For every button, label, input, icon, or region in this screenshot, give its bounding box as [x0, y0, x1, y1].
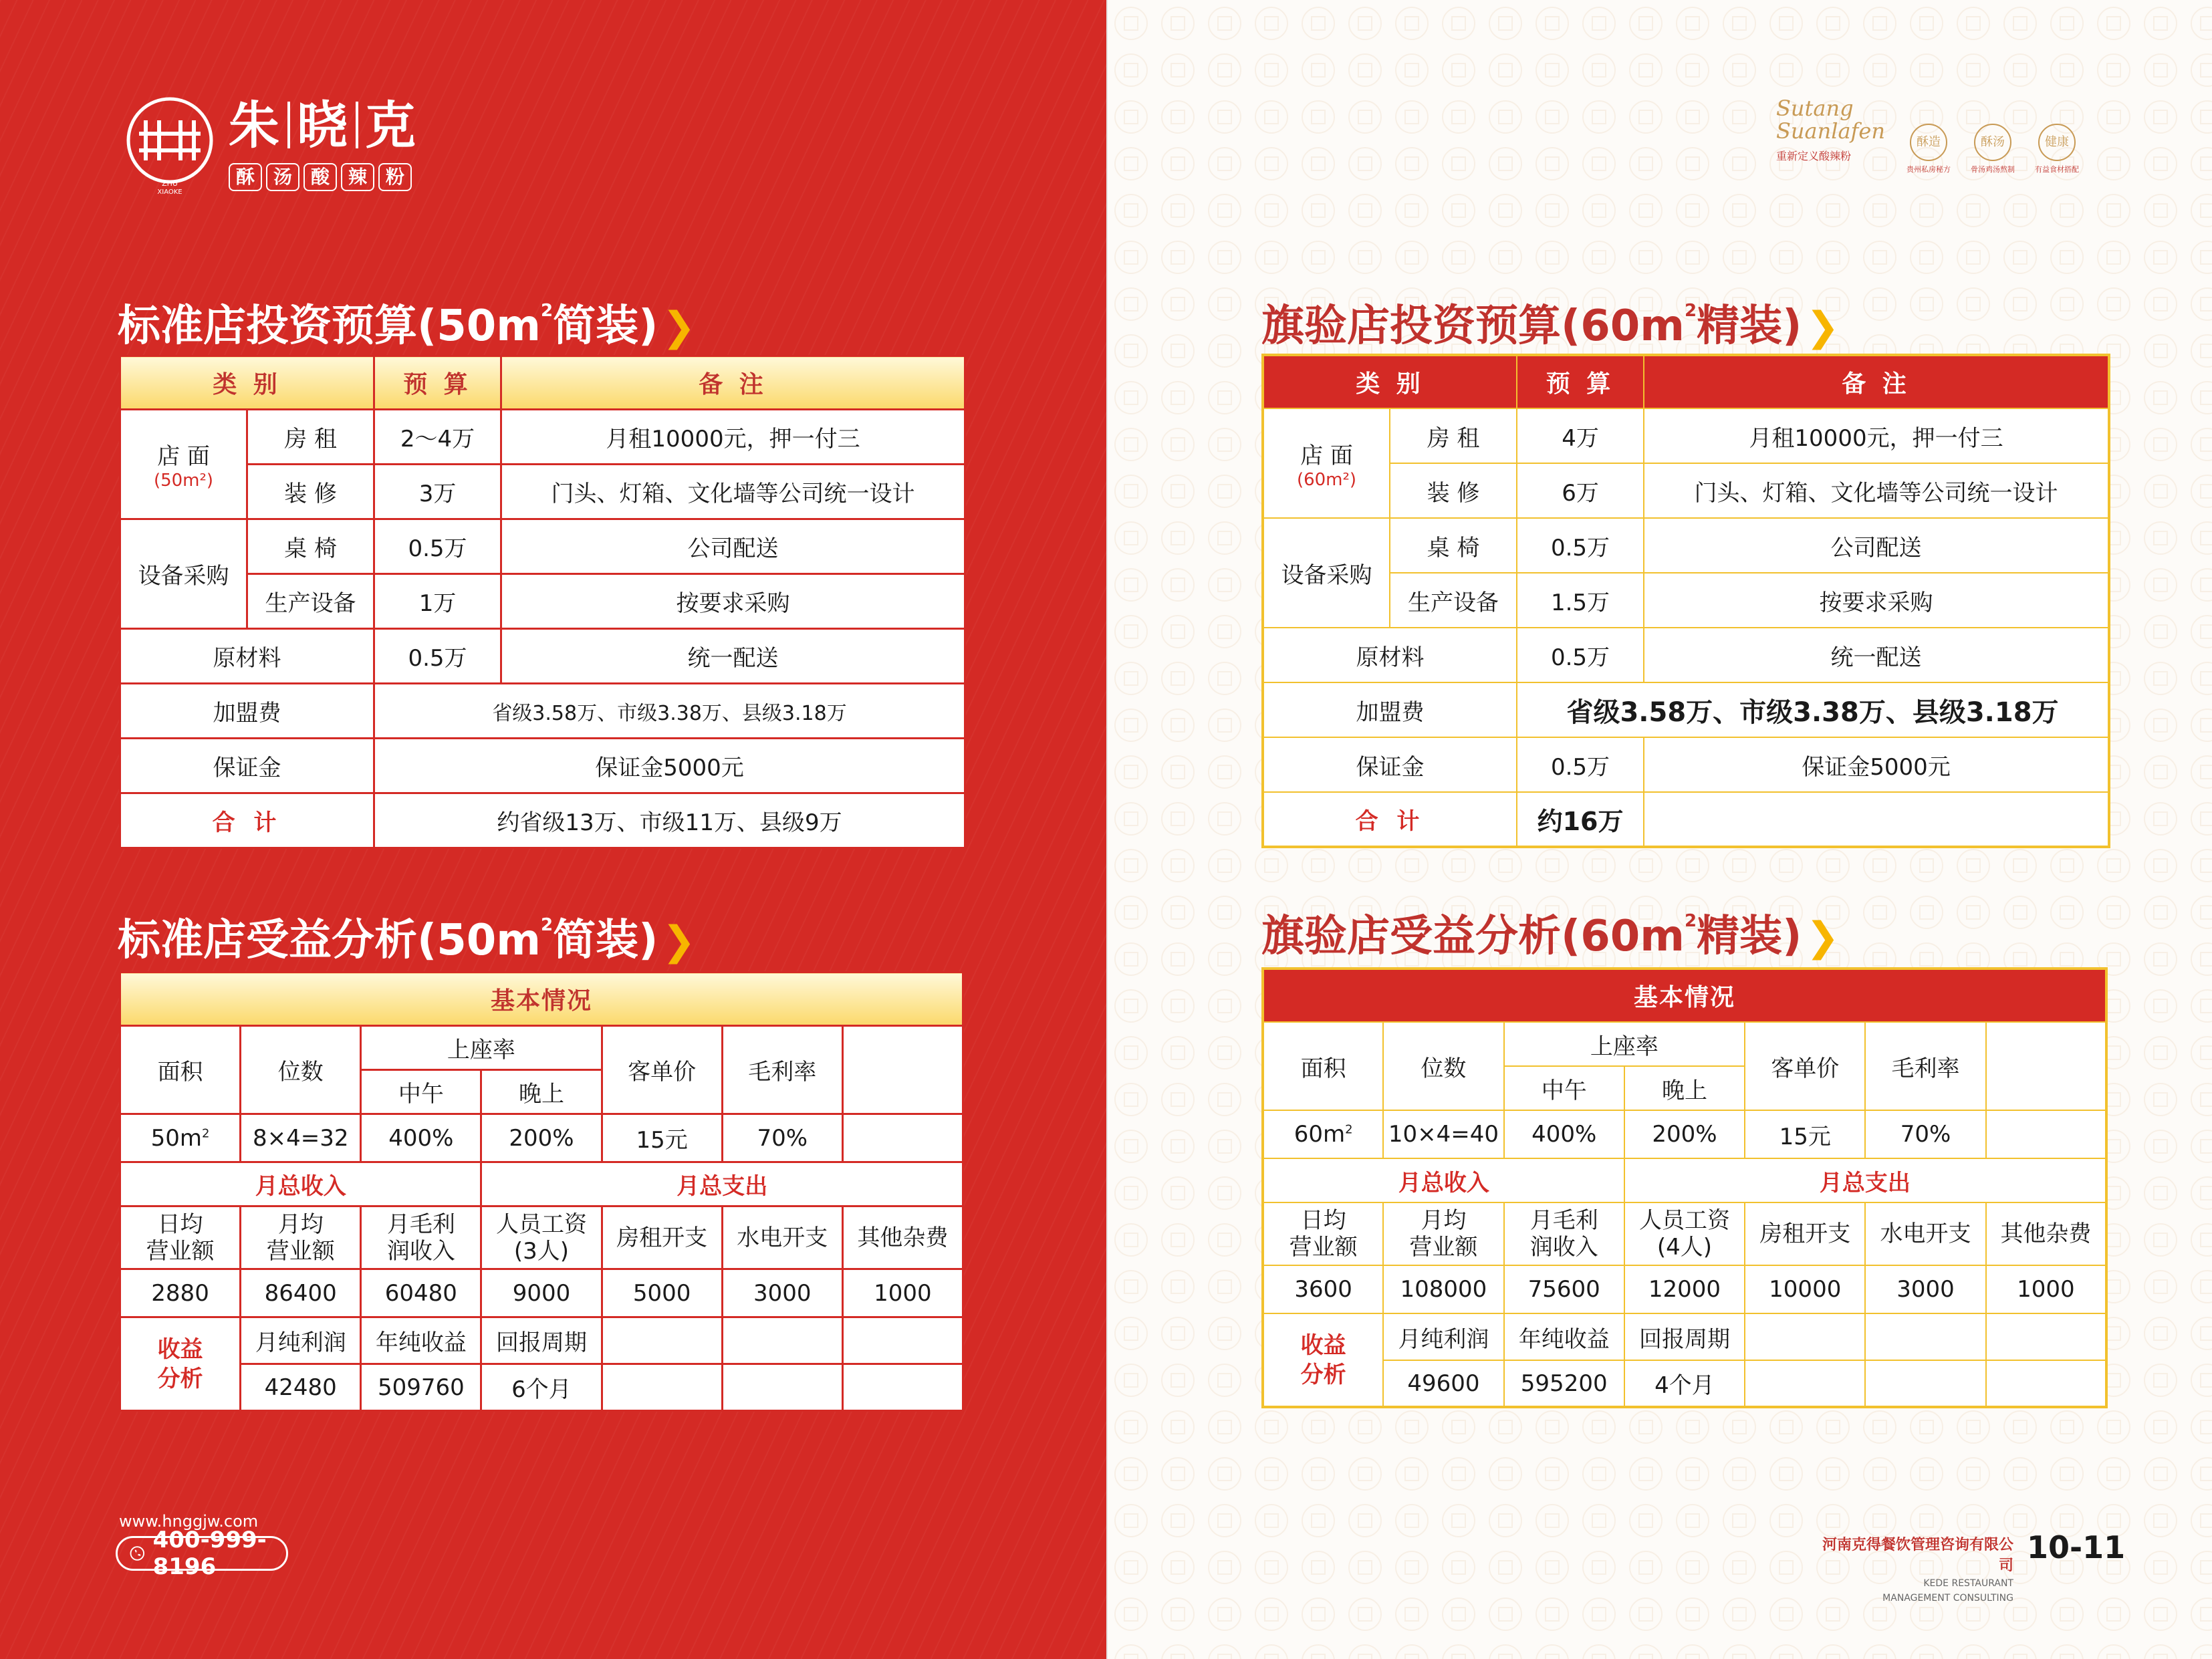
rent-amount: 4万 — [1517, 408, 1644, 463]
deposit-item: 保证金 — [120, 739, 374, 793]
company-name-en-1: KEDE RESTAURANT — [1923, 1578, 2013, 1589]
seats-header: 位数 — [241, 1026, 361, 1114]
empty-cell — [842, 1364, 963, 1411]
header-budget: 预 算 — [1517, 355, 1644, 408]
standard-profit-table — [119, 971, 964, 1412]
brand-sub-char: 酥 — [229, 163, 262, 191]
occupancy-header: 上座率 — [1504, 1022, 1745, 1066]
franchise-value: 省级3.58万、市级3.38万、县级3.18万 — [1517, 682, 2109, 737]
ticket-header: 客单价 — [1745, 1022, 1865, 1110]
empty-cell — [1986, 1360, 2106, 1407]
seal-caption: 有益食材搭配 — [2035, 165, 2079, 174]
material-note: 统一配送 — [1644, 628, 2109, 682]
deposit-value: 保证金5000元 — [374, 739, 965, 793]
staff-value: 9000 — [481, 1269, 602, 1317]
brand-name — [229, 94, 417, 158]
total-value: 约省级13万、市级11万、县级9万 — [374, 793, 965, 848]
material-amount: 0.5万 — [1517, 628, 1644, 682]
area-value: $60m^2$ — [1263, 1110, 1383, 1158]
misc-value: 1000 — [842, 1269, 963, 1317]
rent-note: 月租10000元，押一付三 — [1644, 408, 2109, 463]
chairs-amount: 0.5万 — [374, 519, 501, 574]
header-notes: 备 注 — [501, 356, 965, 410]
total-item: 合 计 — [120, 793, 374, 848]
empty-cell — [842, 1317, 963, 1364]
right-logo — [1776, 97, 2124, 177]
area-header: 面积 — [1263, 1022, 1383, 1110]
rent-note: 月租10000元，押一付三 — [501, 410, 965, 465]
rent-header: 房租开支 — [602, 1206, 722, 1269]
standard-budget-title: 标准店投资预算($50m^2$简装) ❯ — [118, 301, 696, 351]
chairs-item: 桌 椅 — [1390, 518, 1517, 573]
brand-subtitle — [229, 163, 417, 191]
decor-amount: 6万 — [1517, 463, 1644, 518]
night-value: 200% — [1624, 1110, 1745, 1158]
seal-caption: 骨汤鸡汤熬制 — [1971, 165, 2015, 174]
empty-cell — [842, 1114, 963, 1162]
production-item: 生产设备 — [247, 574, 374, 629]
margin-header: 毛利率 — [722, 1026, 842, 1114]
empty-cell — [722, 1364, 842, 1411]
seal — [1971, 124, 2015, 174]
noon-header: 中午 — [361, 1070, 481, 1114]
store-cell: 店 面 (50m²) — [120, 410, 247, 519]
ticket-value: 15元 — [1745, 1110, 1865, 1158]
rent-value: 10000 — [1745, 1265, 1865, 1313]
seal-icon: 健康 — [2038, 124, 2076, 161]
header-category: 类 别 — [1263, 355, 1517, 408]
gross-value: 60480 — [361, 1269, 481, 1317]
brand-char: 朱 — [229, 96, 281, 155]
misc-value: 1000 — [1986, 1265, 2106, 1313]
staff-value: 12000 — [1624, 1265, 1745, 1313]
rent-value: 5000 — [602, 1269, 722, 1317]
flagship-budget-table — [1261, 354, 2110, 848]
payback-header: 回报周期 — [481, 1317, 602, 1364]
daily-value: 3600 — [1263, 1265, 1383, 1313]
gross-header: 月毛利 润收入 — [1504, 1202, 1624, 1265]
empty-cell — [1644, 792, 2109, 847]
seal-icon: 酥造 — [1910, 124, 1947, 161]
expense-header: 月总支出 — [1624, 1158, 2106, 1202]
income-header: 月总收入 — [1263, 1158, 1624, 1202]
utility-value: 3000 — [1865, 1265, 1985, 1313]
phone-number: 400-999-8196 — [152, 1527, 267, 1580]
deposit-item: 保证金 — [1263, 737, 1517, 792]
area-value: $50m^2$ — [120, 1114, 241, 1162]
decor-note: 门头、灯箱、文化墙等公司统一设计 — [1644, 463, 2109, 518]
production-note: 按要求采购 — [501, 574, 965, 629]
brand-sub-char: 粉 — [378, 163, 412, 191]
area-header: 面积 — [120, 1026, 241, 1114]
misc-header: 其他杂费 — [1986, 1202, 2106, 1265]
utility-header: 水电开支 — [722, 1206, 842, 1269]
empty-cell — [1745, 1360, 1865, 1407]
material-item: 原材料 — [1263, 628, 1517, 682]
phone-badge — [116, 1527, 288, 1580]
empty-cell — [722, 1317, 842, 1364]
net-value: 49600 — [1383, 1360, 1503, 1407]
chevron-right-icon: ❯ — [662, 303, 696, 350]
company-name-en-2: MANAGEMENT CONSULTING — [1882, 1593, 2013, 1604]
annual-header: 年纯收益 — [1504, 1313, 1624, 1360]
income-header: 月总收入 — [120, 1162, 481, 1206]
utility-value: 3000 — [722, 1269, 842, 1317]
empty-cell — [1986, 1313, 2106, 1360]
header-notes: 备 注 — [1644, 355, 2109, 408]
production-amount: 1万 — [374, 574, 501, 629]
brand-mark-icon — [119, 94, 221, 195]
flagship-budget-title: 旗验店投资预算($60m^2$精装) ❯ — [1261, 301, 1840, 351]
payback-value: 4个月 — [1624, 1360, 1745, 1407]
occupancy-header: 上座率 — [361, 1026, 602, 1070]
chairs-item: 桌 椅 — [247, 519, 374, 574]
total-value: 约16万 — [1517, 792, 1644, 847]
production-note: 按要求采购 — [1644, 573, 2109, 628]
net-value: 42480 — [241, 1364, 361, 1411]
decor-note: 门头、灯箱、文化墙等公司统一设计 — [501, 465, 965, 519]
phone-icon — [130, 1543, 145, 1563]
production-item: 生产设备 — [1390, 573, 1517, 628]
misc-header: 其他杂费 — [842, 1206, 963, 1269]
deposit-amount: 0.5万 — [1517, 737, 1644, 792]
header-category: 类 别 — [120, 356, 374, 410]
script-line-2: Suanlafen — [1776, 118, 1885, 144]
brand-mark-text-1: ZHU — [162, 179, 178, 188]
payback-header: 回报周期 — [1624, 1313, 1745, 1360]
rent-item: 房 租 — [247, 410, 374, 465]
rent-amount: 2～4万 — [374, 410, 501, 465]
equipment-cell: 设备采购 — [1263, 518, 1390, 628]
night-header: 晚上 — [1624, 1066, 1745, 1110]
company-name-cn: 河南克得餐饮管理咨询有限公司 — [1822, 1537, 2013, 1574]
decor-item: 装 修 — [1390, 463, 1517, 518]
total-item: 合 计 — [1263, 792, 1517, 847]
empty-cell — [602, 1364, 722, 1411]
daily-header: 日均 营业额 — [120, 1206, 241, 1269]
chairs-amount: 0.5万 — [1517, 518, 1644, 573]
empty-cell — [1865, 1313, 1985, 1360]
script-line-1: Sutang — [1776, 96, 1854, 121]
basic-info-header: 基本情况 — [120, 973, 963, 1026]
page-number: 10-11 — [2027, 1529, 2126, 1565]
brand-sub-char: 辣 — [341, 163, 374, 191]
chevron-right-icon: ❯ — [1806, 303, 1840, 350]
net-header: 月纯利润 — [241, 1317, 361, 1364]
staff-header: 人员工资 (4人) — [1624, 1202, 1745, 1265]
rent-item: 房 租 — [1390, 408, 1517, 463]
flagship-profit-table — [1261, 967, 2108, 1408]
standard-budget-table — [119, 355, 966, 849]
seal-icon: 酥汤 — [1974, 124, 2011, 161]
night-header: 晚上 — [481, 1070, 602, 1114]
chairs-note: 公司配送 — [501, 519, 965, 574]
margin-value: 70% — [1865, 1110, 1985, 1158]
empty-cell — [842, 1026, 963, 1114]
analysis-header: 收益 分析 — [1263, 1313, 1383, 1407]
deposit-note: 保证金5000元 — [1644, 737, 2109, 792]
basic-info-header: 基本情况 — [1263, 969, 2106, 1022]
franchise-value: 省级3.58万、市级3.38万、县级3.18万 — [374, 684, 965, 739]
daily-header: 日均 营业额 — [1263, 1202, 1383, 1265]
staff-header: 人员工资 (3人) — [481, 1206, 602, 1269]
margin-value: 70% — [722, 1114, 842, 1162]
right-page — [1106, 0, 2212, 1659]
tagline: 重新定义酸辣粉 — [1776, 150, 1852, 162]
chevron-right-icon: ❯ — [662, 918, 696, 965]
franchise-item: 加盟费 — [1263, 682, 1517, 737]
gross-value: 75600 — [1504, 1265, 1624, 1313]
seats-header: 位数 — [1383, 1022, 1503, 1110]
annual-value: 595200 — [1504, 1360, 1624, 1407]
empty-cell — [1745, 1313, 1865, 1360]
noon-value: 400% — [1504, 1110, 1624, 1158]
utility-header: 水电开支 — [1865, 1202, 1985, 1265]
annual-value: 509760 — [361, 1364, 481, 1411]
brand-char: 克 — [365, 96, 417, 155]
empty-cell — [1986, 1022, 2106, 1110]
material-note: 统一配送 — [501, 629, 965, 684]
brand-char: 晓 — [297, 96, 349, 155]
ticket-header: 客单价 — [602, 1026, 722, 1114]
seats-value: 8×4=32 — [241, 1114, 361, 1162]
empty-cell — [1986, 1110, 2106, 1158]
decor-item: 装 修 — [247, 465, 374, 519]
equipment-cell: 设备采购 — [120, 519, 247, 629]
gross-header: 月毛利 润收入 — [361, 1206, 481, 1269]
chairs-note: 公司配送 — [1644, 518, 2109, 573]
seats-value: 10×4=40 — [1383, 1110, 1503, 1158]
rent-header: 房租开支 — [1745, 1202, 1865, 1265]
chevron-right-icon: ❯ — [1806, 914, 1840, 961]
flagship-profit-title: 旗验店受益分析($60m^2$精装) ❯ — [1261, 911, 1840, 961]
empty-cell — [602, 1317, 722, 1364]
brand-mark-text-2: XIAOKE — [157, 188, 182, 195]
material-amount: 0.5万 — [374, 629, 501, 684]
payback-value: 6个月 — [481, 1364, 602, 1411]
monthly-value: 108000 — [1383, 1265, 1503, 1313]
margin-header: 毛利率 — [1865, 1022, 1985, 1110]
monthly-header: 月均 营业额 — [241, 1206, 361, 1269]
monthly-value: 86400 — [241, 1269, 361, 1317]
decor-amount: 3万 — [374, 465, 501, 519]
ticket-value: 15元 — [602, 1114, 722, 1162]
seal — [1907, 124, 1951, 174]
expense-header: 月总支出 — [481, 1162, 963, 1206]
standard-profit-title: 标准店受益分析($50m^2$简装) ❯ — [118, 915, 696, 965]
store-cell: 店 面 (60m²) — [1263, 408, 1390, 518]
seal — [2035, 124, 2079, 174]
company-info — [1813, 1533, 2013, 1604]
brand-sub-char: 酸 — [303, 163, 337, 191]
analysis-header: 收益 分析 — [120, 1317, 241, 1411]
seal-caption: 贵州私房秘方 — [1907, 165, 1951, 174]
header-budget: 预 算 — [374, 356, 501, 410]
monthly-header: 月均 营业额 — [1383, 1202, 1503, 1265]
night-value: 200% — [481, 1114, 602, 1162]
noon-value: 400% — [361, 1114, 481, 1162]
brand-sub-char: 汤 — [266, 163, 299, 191]
empty-cell — [1865, 1360, 1985, 1407]
annual-header: 年纯收益 — [361, 1317, 481, 1364]
material-item: 原材料 — [120, 629, 374, 684]
net-header: 月纯利润 — [1383, 1313, 1503, 1360]
production-amount: 1.5万 — [1517, 573, 1644, 628]
website-text: www.hnggjw.com — [119, 1512, 259, 1531]
brand-logo — [119, 94, 417, 195]
noon-header: 中午 — [1504, 1066, 1624, 1110]
seal-group — [1907, 124, 2079, 174]
daily-value: 2880 — [120, 1269, 241, 1317]
franchise-item: 加盟费 — [120, 684, 374, 739]
